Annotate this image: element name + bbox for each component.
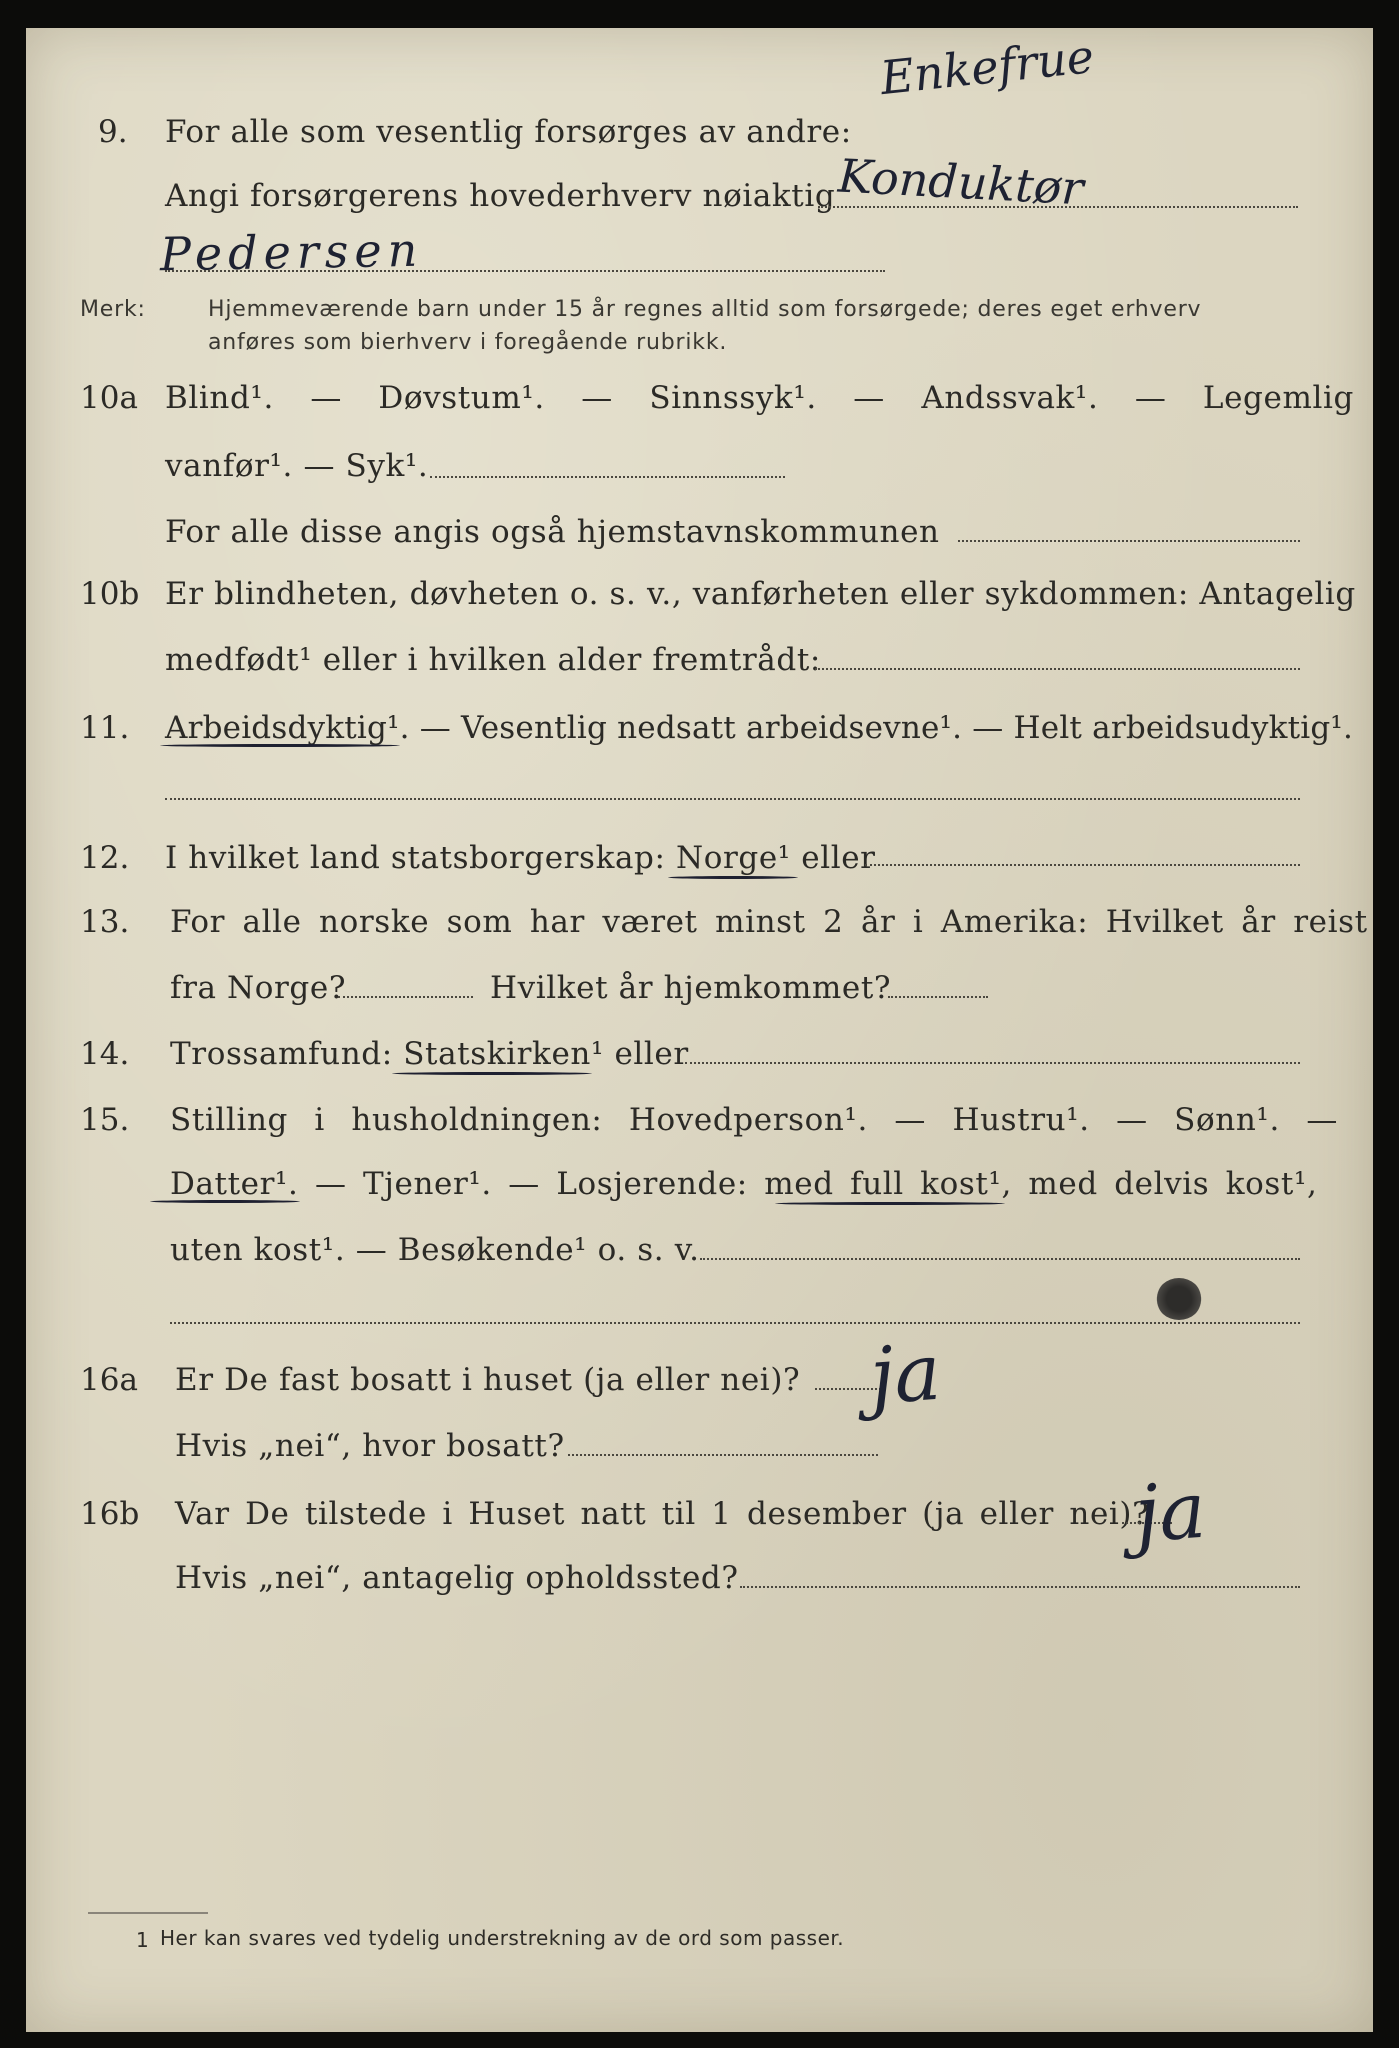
q11-underline (160, 744, 400, 747)
q15-number: 15. (80, 1102, 130, 1138)
q14-number: 14. (80, 1036, 130, 1072)
q16a-line2: Hvis „nei“, hvor bosatt? (175, 1428, 565, 1464)
q16b-answer-line2 (740, 1586, 1300, 1588)
q14-underline (392, 1072, 592, 1075)
q12-answer-line (865, 864, 1300, 866)
q10a-line1: Blind¹. — Døvstum¹. — Sinnssyk¹. — Andssvak¹. — Legemlig (165, 380, 1354, 416)
merk-line1: Hjemmeværende barn under 15 år regnes alltid som forsørgede; deres eget erhverv (208, 297, 1202, 322)
q16a-number: 16a (80, 1362, 138, 1398)
q9-handwriting-top: Enkefrue (877, 28, 1097, 106)
q10a-answer-line2 (958, 540, 1300, 542)
q10b-line1: Er blindheten, døvheten o. s. v., vanførheten eller sykdommen: Antagelig (165, 576, 1356, 612)
q9-line2: Angi forsørgerens hovederhverv nøiaktig (165, 178, 836, 214)
q13-number: 13. (80, 904, 130, 940)
q13-answer-line2 (888, 996, 988, 998)
q9-handwriting-line3: Pedersen (159, 222, 424, 282)
q10a-number: 10a (80, 380, 138, 416)
q9-number: 9. (98, 114, 128, 150)
q16b-line2: Hvis „nei“, antagelig opholdssted? (175, 1560, 739, 1596)
q10a-answer-line (430, 476, 785, 478)
q16b-number: 16b (80, 1496, 140, 1532)
footnote-text: Her kan svares ved tydelig understrekning av de ord som passer. (160, 1926, 845, 1950)
q10b-line2: medfødt¹ eller i hvilken alder fremtrådt: (165, 642, 821, 678)
q9-answer-line2 (165, 270, 885, 272)
q12-line1: I hvilket land statsborgerskap: Norge¹ eller (165, 840, 876, 876)
q15-answer-line (700, 1258, 1300, 1260)
q13-line2b: Hvilket år hjemkommet? (490, 970, 892, 1006)
q10b-number: 10b (80, 576, 140, 612)
q10a-line3: For alle disse angis også hjemstavnskommunen (165, 514, 940, 550)
q12-underline (668, 876, 798, 879)
q11-number: 11. (80, 710, 130, 746)
q16b-line1: Var De tilstede i Huset natt til 1 desember (ja eller nei)? (175, 1496, 1150, 1532)
q12-number: 12. (80, 840, 130, 876)
q13-line2a: fra Norge? (170, 970, 347, 1006)
q9-handwriting-line2: Konduktør (836, 148, 1085, 216)
q10b-answer-line (815, 668, 1300, 670)
q15-underline-datter (150, 1200, 300, 1203)
q16a-answer-line2 (568, 1454, 878, 1456)
q14-line1: Trossamfund: Statskirken¹ eller (170, 1036, 689, 1072)
footnote-mark: 1 (136, 1928, 150, 1952)
q11-answer-line (165, 798, 1300, 800)
q13-line1: For alle norske som har været minst 2 år i Amerika: Hvilket år reist (170, 904, 1368, 940)
q15-underline-kost (775, 1202, 1005, 1205)
footnote-rule (88, 1912, 208, 1914)
q10a-line2: vanfør¹. — Syk¹. (165, 448, 429, 484)
merk-line2: anføres som bierhverv i foregående rubrikk. (208, 330, 728, 355)
q16a-handwritten-answer: ja (866, 1327, 944, 1423)
q11-line1: Arbeidsdyktig¹. — Vesentlig nedsatt arbeidsevne¹. — Helt arbeidsudyktig¹. (165, 710, 1354, 746)
q9-line1: For alle som vesentlig forsørges av andre: (165, 114, 852, 150)
q15-answer-line2 (170, 1322, 1300, 1324)
merk-label: Merk: (80, 297, 146, 322)
ink-blot (1156, 1278, 1202, 1320)
q13-answer-line1 (338, 996, 473, 998)
q15-line1: Stilling i husholdningen: Hovedperson¹. — Hustru¹. — Sønn¹. — (170, 1102, 1338, 1138)
q14-answer-line (685, 1062, 1300, 1064)
q15-line2: Datter¹. — Tjener¹. — Losjerende: med full kost¹, med delvis kost¹, (170, 1166, 1318, 1202)
q15-line3: uten kost¹. — Besøkende¹ o. s. v. (170, 1232, 700, 1268)
q16a-line1: Er De fast bosatt i huset (ja eller nei)? (175, 1362, 801, 1398)
q16b-handwritten-answer: ja (1131, 1465, 1209, 1561)
